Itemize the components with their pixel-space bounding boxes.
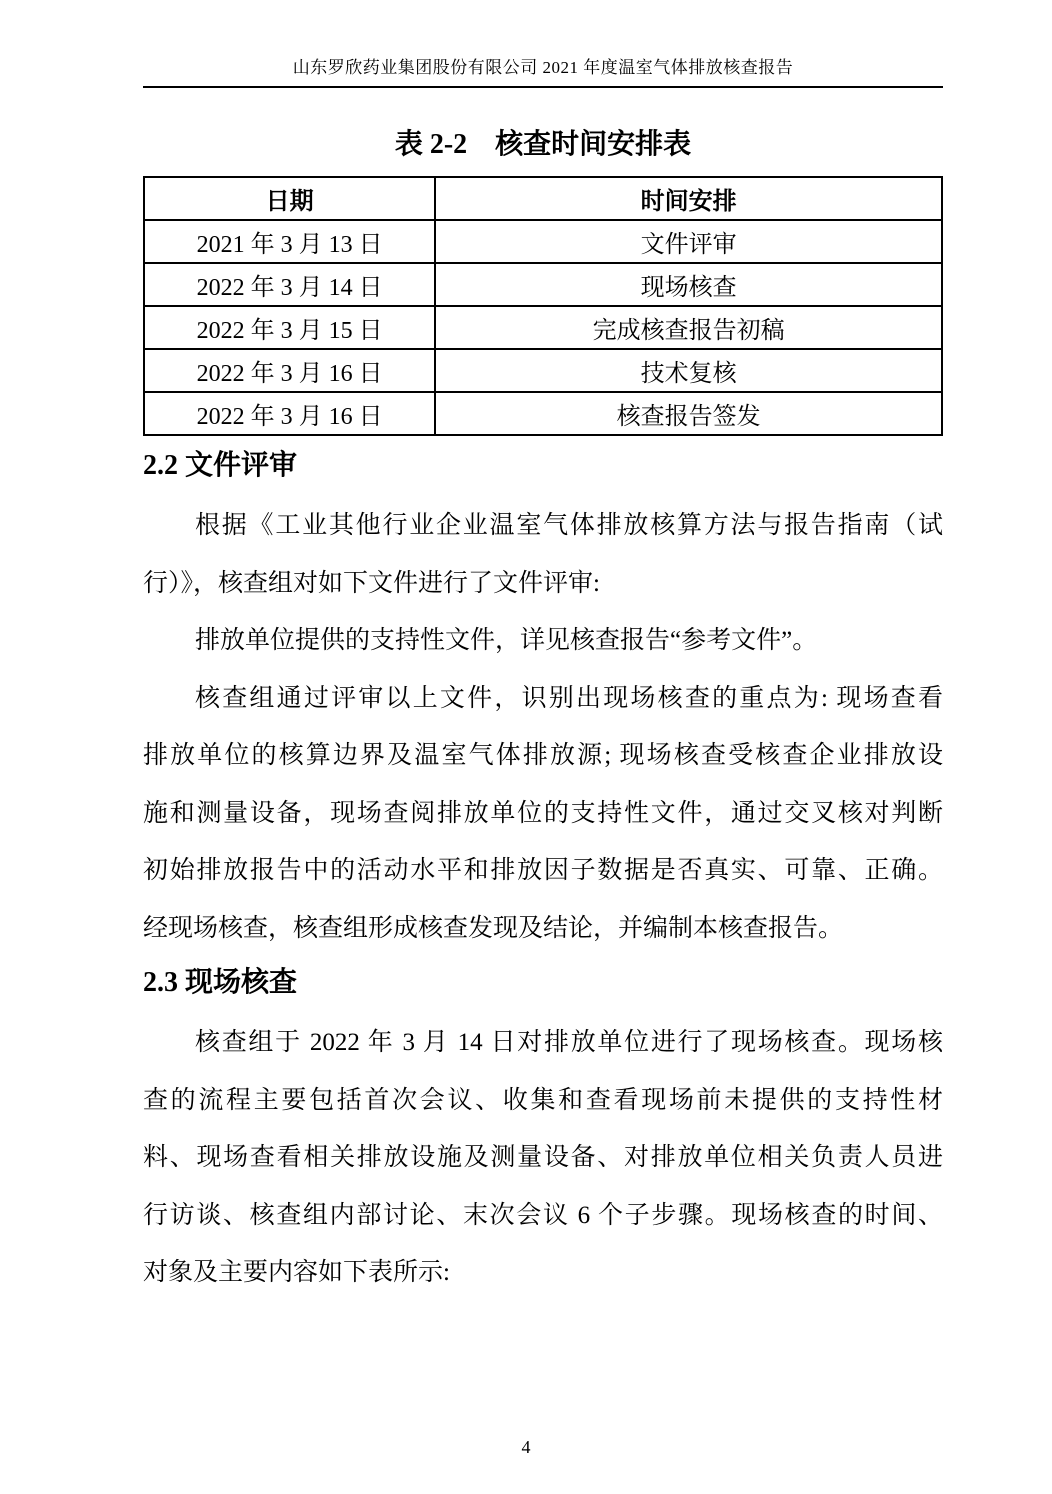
column-header-arrangement: 时间安排 — [435, 177, 942, 220]
cell-arrangement: 技术复核 — [435, 349, 942, 392]
table-row — [144, 306, 942, 349]
text-line: 排放单位提供的支持性文件，详见核查报告“参考文件”。 — [195, 627, 818, 654]
page-footer — [0, 1437, 1052, 1458]
cell-arrangement: 现场核查 — [435, 263, 942, 306]
text-line: 施和测量设备，现场查阅排放单位的支持性文件，通过交叉核对判断 — [143, 799, 943, 827]
paragraph — [143, 497, 943, 612]
text-line: 料、现场查看相关排放设施及测量设备、对排放单位相关负责人员进 — [143, 1144, 943, 1171]
text-line: 初始排放报告中的活动水平和排放因子数据是否真实、可靠、正确。 — [143, 857, 943, 884]
text-line: 核查组于 2022 年 3 月 14 日对排放单位进行了现场核查。现场核 — [195, 1029, 943, 1056]
cell-arrangement: 完成核查报告初稿 — [435, 306, 942, 349]
page-number: 4 — [521, 1437, 531, 1457]
paragraph — [143, 612, 943, 670]
text-line: 对象及主要内容如下表所示: — [143, 1259, 450, 1286]
cell-arrangement: 核查报告签发 — [435, 392, 942, 435]
page-header — [143, 0, 943, 88]
text-line: 经现场核查，核查组形成核查发现及结论，并编制本核查报告。 — [143, 914, 844, 942]
text-line: 行访谈、核查组内部讨论、末次会议 6 个子步骤。现场核查的时间、 — [143, 1201, 943, 1229]
section-heading-2-2: 2.2 文件评审 — [143, 450, 298, 481]
paragraph — [143, 670, 943, 958]
header-title: 山东罗欣药业集团股份有限公司 2021 年度温室气体排放核查报告 — [292, 58, 794, 77]
table-row — [144, 349, 942, 392]
text-line: 查的流程主要包括首次会议、收集和查看现场前未提供的支持性材 — [143, 1086, 943, 1114]
cell-arrangement: 文件评审 — [435, 220, 942, 263]
table-row — [144, 263, 942, 306]
text-line: 行）》，核查组对如下文件进行了文件评审: — [143, 569, 600, 597]
cell-date: 2022 年 3 月 14 日 — [144, 263, 435, 306]
table-row — [144, 392, 942, 435]
schedule-table — [143, 176, 943, 436]
cell-date: 2022 年 3 月 15 日 — [144, 306, 435, 349]
cell-date: 2022 年 3 月 16 日 — [144, 392, 435, 435]
column-header-date: 日期 — [144, 177, 435, 220]
section-heading-2-3: 2.3 现场核查 — [143, 967, 298, 998]
table-header-row — [144, 177, 942, 220]
cell-date: 2021 年 3 月 13 日 — [144, 220, 435, 263]
text-line: 根据《工业其他行业企业温室气体排放核算方法与报告指南（试 — [195, 512, 943, 539]
table-row — [144, 220, 942, 263]
text-line: 排放单位的核算边界及温室气体排放源; 现场核查受核查企业排放设 — [143, 742, 943, 769]
page-content — [143, 129, 943, 1302]
text-line: 核查组通过评审以上文件，识别出现场核查的重点为: 现场查看 — [195, 684, 943, 712]
paragraph — [143, 1014, 943, 1302]
cell-date: 2022 年 3 月 16 日 — [144, 349, 435, 392]
table-caption: 表 2-2 核查时间安排表 — [394, 129, 692, 160]
